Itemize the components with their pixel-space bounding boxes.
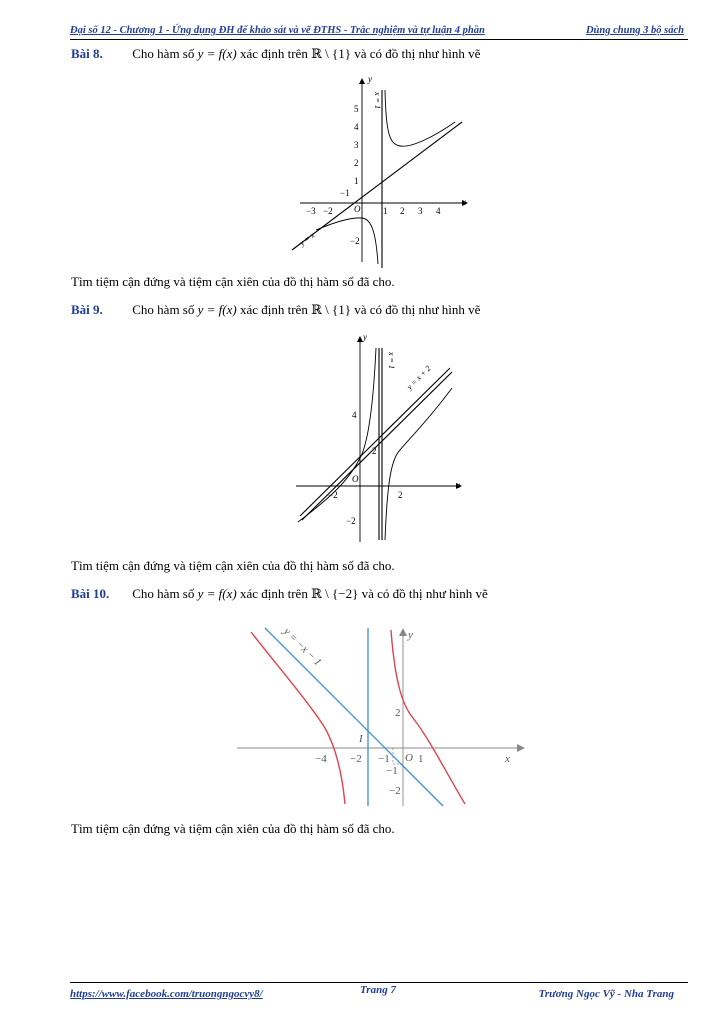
x-tick-label: −3 (306, 206, 316, 216)
origin-label: O (405, 752, 413, 764)
y-arrow-icon (399, 628, 407, 636)
problem-text: Cho hàm số (132, 46, 195, 61)
problem-number: Bài 9. (71, 302, 103, 317)
problem-text: xác định trên (239, 46, 308, 61)
domain-notation: ℝ \ {1} (311, 302, 351, 317)
x-arrow-icon (517, 744, 525, 752)
problem-text: xác định trên (239, 302, 308, 317)
curve-right-branch (391, 630, 465, 804)
problem-text: và có đồ thị như hình vẽ (354, 302, 481, 317)
asymptote-label: x = 1 (373, 92, 382, 109)
x-tick-label: 1 (418, 753, 424, 765)
y-axis-label: y (363, 332, 367, 342)
problem-number: Bài 10. (71, 586, 110, 601)
x-tick-label: −1 (378, 753, 390, 765)
problem-10-graph (235, 624, 525, 809)
y-axis-label: y (368, 74, 372, 84)
footer-author: Trương Ngọc Vỹ - Nha Trang (538, 988, 674, 1000)
y-tick-label: 5 (354, 104, 359, 114)
function-notation: y = f(x) (197, 586, 237, 601)
footer-link[interactable]: https://www.facebook.com/truongngocvy8/ (70, 988, 263, 1000)
problem-number: Bài 8. (71, 46, 103, 61)
y-tick-label: −2 (389, 785, 401, 797)
x-tick-label: −2 (350, 753, 362, 765)
problem-text: và có đồ thị như hình vẽ (354, 46, 481, 61)
y-axis-label: y (408, 629, 413, 641)
y-tick-label: 2 (395, 707, 401, 719)
line-label: y = x + 2 (405, 363, 433, 392)
function-notation: y = f(x) (197, 302, 237, 317)
x-axis-label: x (456, 480, 460, 490)
line-label: y = −x − 1 (280, 625, 324, 669)
page-footer (70, 982, 688, 1007)
point-label: I (359, 733, 363, 745)
page-header (70, 24, 688, 40)
asymptote-label: x = 1 (387, 352, 396, 369)
domain-notation: ℝ \ {1} (311, 46, 351, 61)
y-tick-label: −1 (386, 765, 398, 777)
x-axis-label: x (505, 753, 510, 765)
y-tick-label: 1 (354, 176, 359, 186)
x-tick-label: −2 (328, 490, 338, 500)
y-tick-label: 4 (354, 122, 359, 132)
header-title: Đại số 12 - Chương 1 - Ứng dụng ĐH để khảo sát và vẽ ĐTHS - Trắc nghiệm và tự luận 4 phần (70, 25, 485, 36)
y-tick-label: 2 (354, 158, 359, 168)
y-tick-label: 2 (372, 446, 377, 456)
y-tick-label: 4 (352, 410, 357, 420)
origin-label: O (354, 204, 361, 214)
problem-text: xác định trên (239, 586, 308, 601)
problem-text: và có đồ thị như hình vẽ (361, 586, 488, 601)
header-subtitle: Dùng chung 3 bộ sách (585, 25, 684, 36)
function-notation: y = f(x) (197, 46, 237, 61)
problem-10-question: Tìm tiệm cận đứng và tiệm cận xiên của đồ thị hàm số đã cho. (71, 821, 395, 836)
problem-9-statement (71, 302, 480, 318)
y-tick-label: −1 (340, 188, 350, 198)
problem-10-statement (71, 586, 488, 602)
x-axis-label: x (462, 197, 466, 207)
oblique-asymptote (300, 368, 450, 516)
origin-label: O (352, 474, 359, 484)
curve-right-branch (385, 90, 455, 146)
x-tick-label: 2 (400, 206, 405, 216)
domain-notation: ℝ \ {−2} (311, 586, 359, 601)
y-tick-label: −2 (350, 236, 360, 246)
oblique-asymptote (292, 122, 462, 250)
problem-8-statement (71, 46, 480, 62)
problem-9-graph (290, 330, 470, 550)
problem-8-graph (290, 72, 480, 272)
line-label: y = x (297, 230, 317, 248)
y-arrow-icon (359, 78, 365, 84)
x-tick-label: 3 (418, 206, 423, 216)
problem-8-question: Tìm tiệm cận đứng và tiệm cận xiên của đồ thị hàm số đã cho. (71, 274, 395, 289)
oblique-asymptote-edge (302, 372, 452, 520)
y-tick-label: 3 (354, 140, 359, 150)
x-tick-label: −4 (315, 753, 327, 765)
x-tick-label: 2 (398, 490, 403, 500)
problem-9-question: Tìm tiệm cận đứng và tiệm cận xiên của đồ thị hàm số đã cho. (71, 558, 395, 573)
problem-text: Cho hàm số (132, 302, 195, 317)
x-tick-label: −2 (323, 206, 333, 216)
x-tick-label: 1 (383, 206, 388, 216)
page-number: Trang 7 (360, 984, 396, 996)
problem-text: Cho hàm số (132, 586, 195, 601)
curve-right-branch (385, 388, 452, 540)
oblique-asymptote (265, 628, 443, 806)
y-tick-label: −2 (346, 516, 356, 526)
x-tick-label: 4 (436, 206, 441, 216)
curve-left-branch (251, 632, 345, 804)
